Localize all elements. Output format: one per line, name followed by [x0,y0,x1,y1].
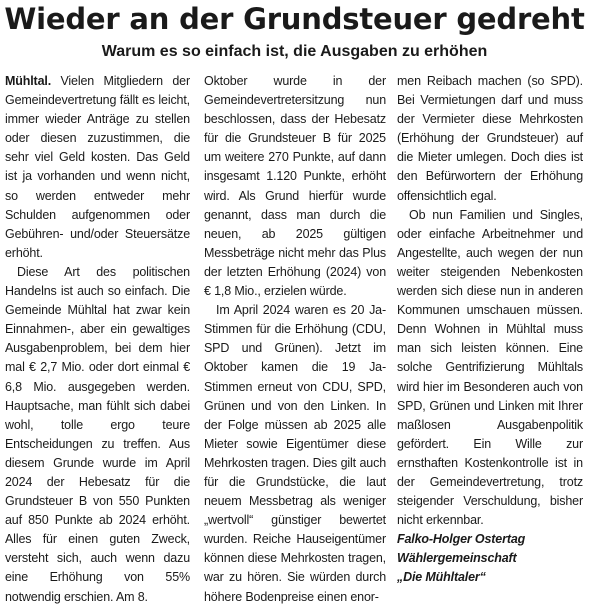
signature-group: Wählergemeinschaft [397,551,517,566]
headline: Wieder an der Grundsteuer gedreht [4,2,585,36]
dateline: Mühltal. [5,74,52,88]
signature-author: Falko-Holger Ostertag [397,532,526,547]
article-paragraph: Oktober wurde in der Gemeindevertretersitzung nun beschlossen, dass der Hebesatz für die Grundsteuer B für 2025 um weitere 270 Punkte, auf dann insgesamt 1.120 Punkte, erhöht wird. Als Grund hierfür wurde genannt, dass man durch die neuen, ab 2025 gültigen Messbeträge nicht mehr das Plus der letzten Erhöhung (2024) von € 1,8 Mio., erzielen würde. [204,74,386,299]
article-paragraph [5,72,190,263]
article-paragraph: Ob nun Familien und Singles, oder einfache Arbeitnehmer und Angestellte, auch wegen der nun weiter steigenden Nebenkosten werden sich diese nun in anderen Kommunen umschauen müssen. Denn Wohnen in Mühltal muss man sich leisten können. Eine solche Gentrifizierung Mühltals wird hier im Besonderen auch von SPD, Grünen und Linken mit Ihrer maßlosen Ausgabenpolitik gefördert. Ein Wille zur ernsthaften Kostenkontrolle ist in der Gemeindevertretung, trotz steigender Verschuldung, bisher nicht erkennbar. [397,207,583,528]
article-column-3 [397,72,583,588]
subheadline: Warum es so einfach ist, die Ausgaben zu erhöhen [101,43,488,60]
signature-org: „Die Mühltaler“ [397,570,486,585]
article-paragraph: Diese Art des politischen Handelns ist auch so einfach. Die Gemeinde Mühltal hat zwar kein Einnahmen-, aber ein gewaltiges Ausgabenproblem, bei dem hier mal € 2,7 Mio. oder dort einmal € 6,8 Mio. ausgegeben werden. Hauptsache, man fühlt sich dabei wohl, tolle ergo teure Entscheidungen zu treffen. Aus diesem Grunde wurde im April 2024 der Hebesatz für die Grundsteuer B von 550 Punkten auf 850 Punkte ab 2024 erhöht. Alles für einen guten Zweck, versteht sich, auch wenn dazu eine Erhöhung von 55% notwendig erschien. Am 8. [5,264,190,604]
article-paragraph: Im April 2024 waren es 20 Ja-Stimmen für die Erhöhung (CDU, SPD und Grünen). Jetzt im Oktober kamen die 19 Ja-Stimmen erneut von CDU, SPD, Grünen und von den Linken. In der Folge müssen ab 2025 alle Mieter sowie Eigentümer diese Mehrkosten tragen. Dies gilt auch für die Grundstücke, die laut neuem Messbetrag als weniger „wertvoll“ günstiger bewertet wurden. Reiche Hauseigentümer können diese Mehrkosten tragen, war zu hören. Sie würden durch höhere Bodenpreise einen enor- [204,303,386,604]
article-column-2 [204,72,386,607]
article-column-1 [5,72,190,607]
article-paragraph: men Reibach machen (so SPD). Bei Vermietungen darf und muss der Vermieter diese Mehrkosten (Erhöhung der Grundsteuer) auf die Mieter umlegen. Doch dies ist den Befürwortern der Erhöhung offensichtlich egal. [397,74,583,203]
paragraph-text: Vielen Mitgliedern der Gemeindevertretung fällt es leicht, immer wieder Anträge zu stellen oder diesen zuzustimmen, die sehr viel Geld kosten. Das Geld ist ja vorhanden und wenn nicht, so werden entweder mehr Schulden aufgenommen oder Gebühren- und/oder Steuersätze erhöht. [5,74,190,260]
